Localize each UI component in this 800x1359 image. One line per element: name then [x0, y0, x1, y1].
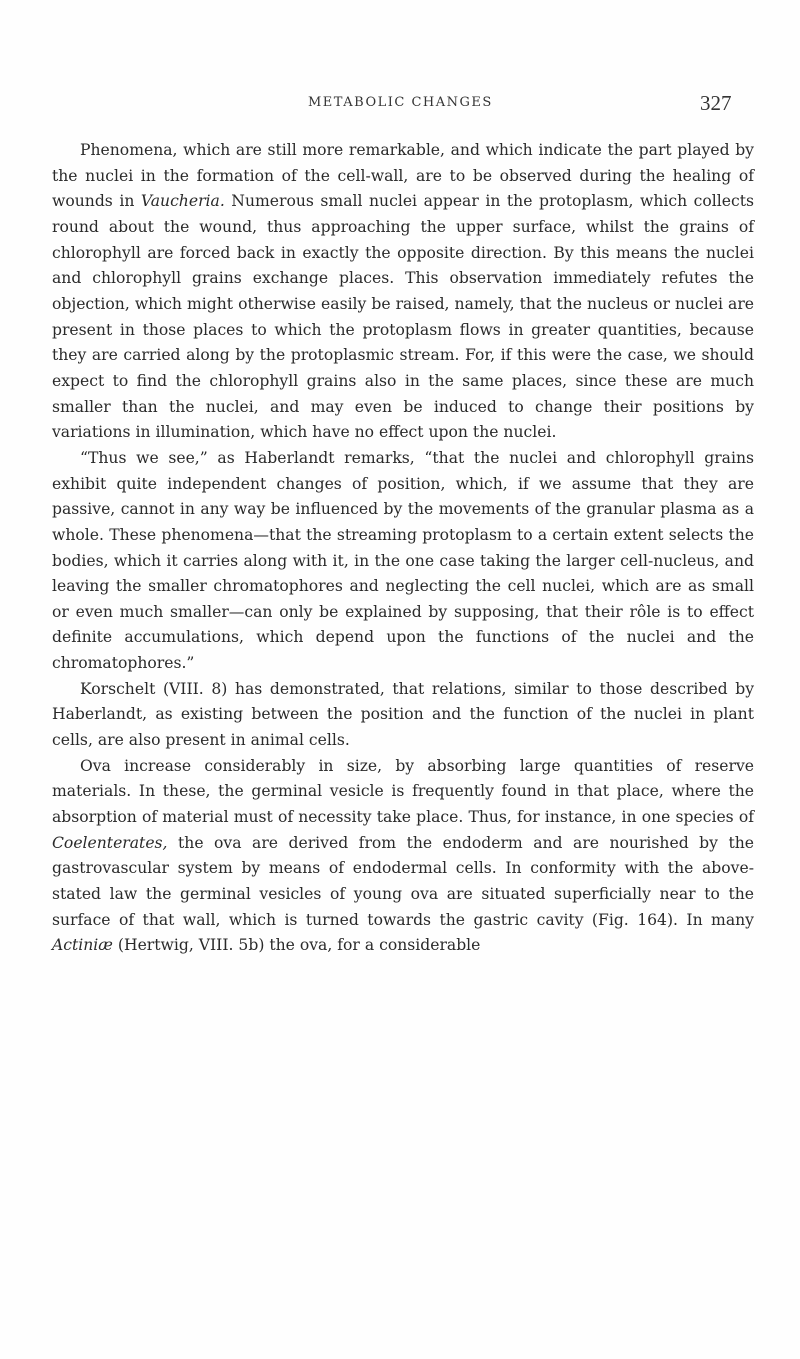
- italic-term: Vaucheria.: [140, 192, 225, 211]
- paragraph-4: Ova increase considerably in size, by absorbing large quantities of reserve materials. In these, the germinal vesicle is frequently found in that place, where the absorption of material must of necessity take place. Thus, for instance, in one species of Coelenterates, the ova are derived from the endoderm and are nourished by the gastrovascular system by means of endodermal cells. In conformity with the above-stated law the germinal vesicles of young ova are situated superficially near to the surface of that wall, which is turned towards the gastric cavity (Fig. 164). In many Actiniæ (Hertwig, VIII. 5b) the ova, for a considerable: [52, 756, 754, 955]
- body-text: [52, 138, 754, 959]
- paragraph-3: Korschelt (VIII. 8) has demonstrated, that relations, similar to those described by Haberlandt, as existing between the position and the function of the nuclei in plant cells, are also present in animal cells.: [52, 679, 754, 750]
- paragraph-1: Phenomena, which are still more remarkable, and which indicate the part played by the nuclei in the formation of the cell-wall, are to be observed during the healing of wounds in Vaucheria. Numerous small nuclei appear in the protoplasm, which collects round about the wound, thus approaching the upper surface, whilst the grains of chlorophyll are forced back in exactly the opposite direction. By this means the nuclei and chlorophyll grains exchange places. This observation immediately refutes the objection, which might otherwise easily be raised, namely, that the nucleus or nuclei are present in those places to which the protoplasm flows in greater quantities, because they are carried along by the protoplasmic stream. For, if this were the case, we should expect to find the chlorophyll grains also in the same places, since these are much smaller than the nuclei, and may even be induced to change their positions by variations in illumination, which have no effect upon the nuclei.: [52, 141, 754, 442]
- running-head: [0, 93, 800, 117]
- italic-term: Coelenterates,: [52, 833, 168, 852]
- page-number: 327: [700, 91, 732, 115]
- italic-term: Actiniæ: [52, 936, 113, 955]
- paragraph-2: “Thus we see,” as Haberlandt remarks, “that the nuclei and chlorophyll grains exhibit quite independent changes of position, which, if we assume that they are passive, cannot in any way be influenced by the movements of the granular plasma as a whole. These phenomena—that the streaming protoplasm to a certain extent selects the bodies, which it carries along with it, in the one case taking the larger cell-nucleus, and leaving the smaller chromatophores and neglecting the cell nuclei, which are as small or even much smaller—can only be explained by supposing, that their rôle is to effect definite accumulations, which depend upon the functions of the nuclei and the chromatophores.”: [52, 448, 754, 673]
- running-title: METABOLIC CHANGES: [308, 95, 493, 110]
